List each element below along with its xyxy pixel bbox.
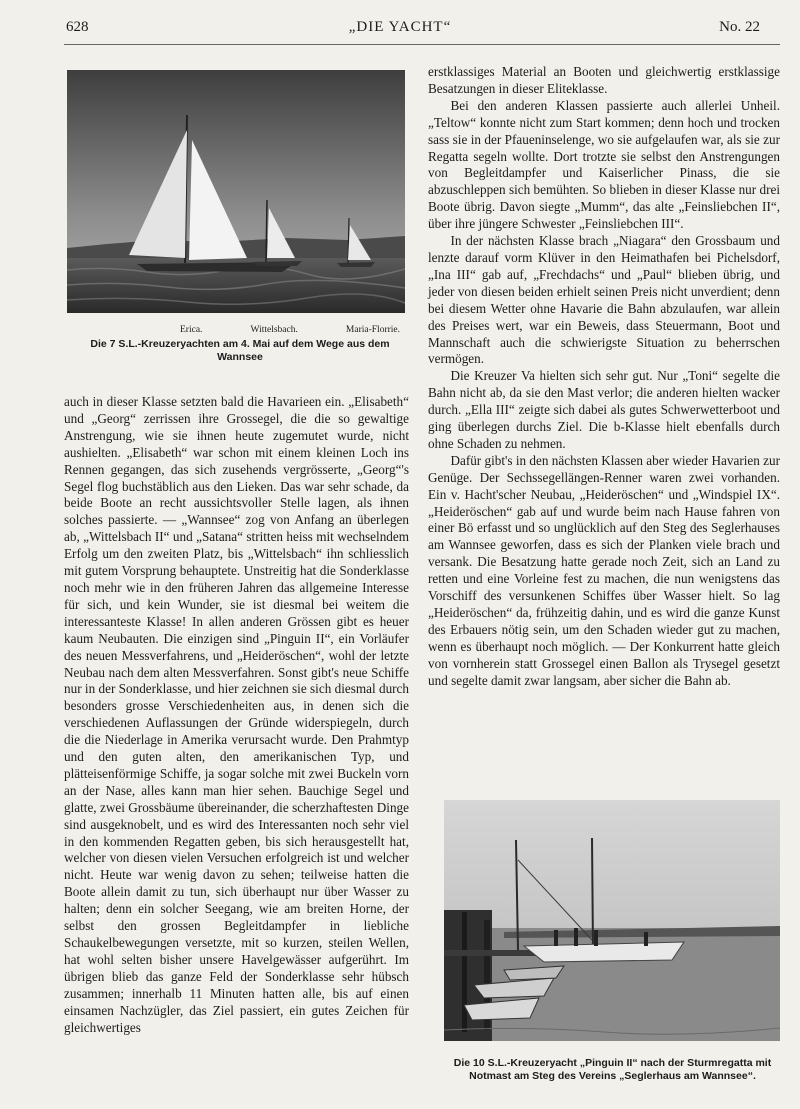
paragraph: erstklassiges Material an Booten und gleichwertig erstklassige Besatzungen in dieser Eliteklasse. bbox=[428, 64, 780, 96]
right-text-column bbox=[428, 64, 780, 690]
page-number: 628 bbox=[66, 19, 89, 35]
paragraph: Bei den anderen Klassen passierte auch allerlei Unheil. „Teltow“ konnte nicht zum Start kommen; denn hoch und trocken sass sie in der Pfaueninselenge, wo sie aufgelaufen war, als sie zur Regatta segeln wollte. Dort trotzte sie selbst den Anstrengungen von Begleitdampfer und Kaiserlicher Pinass, die sie abzuschleppen sich bemühten. So blieben in dieser Klasse nur drei Boote übrig. Davon siegte „Mumm“, das alte „Feinsliebchen II“, über ihre jüngere Schwester „Feinsliebchen III“. bbox=[428, 97, 780, 232]
sailing-yachts-photo bbox=[67, 70, 405, 313]
issue-number: No. 22 bbox=[719, 19, 760, 35]
journal-title: „DIE YACHT“ bbox=[348, 19, 452, 35]
paragraph: In der nächsten Klasse brach „Niagara“ den Grossbaum und lenzte darauf vorm Klüver in den Heimathafen bei Pichelsdorf, „Ina III“ gab auf, „Frechdachs“ und „Paul“ blieben übrig, und jeder von diesen beiden erhielt seinen Preis nicht unverdient; denn bei diesem Wetter ohne Havarie die Bahn abzulaufen, war allein des Preises wert, war ein Beweis, dass Steuermann, Boot und Mannschaft auch die schwierigste Situation zu beherrschen vermögen. bbox=[428, 233, 780, 367]
boat-label: Wittelsbach. bbox=[250, 325, 298, 335]
left-text-column bbox=[64, 394, 409, 1036]
paragraph: Dafür gibt's in den nächsten Klassen aber wieder Havarien zur Genüge. Der Sechssegellängen-Renner waren zwei vorhanden. Ein v. Hacht'scher Neubau, „Heideröschen“ und „Windspiel IX“. „Heideröschen“ gab auf und wurde beim nach Hause fahren von einer Bö erfasst und so unglücklich auf den Steg des Seglerhauses am Wannsee geworfen, dass es sich der Planken viele brach und versank. Die Besatzung hatte gerade noch Zeit, sich an Land zu retten und eine Vorleine fest zu machen, die nun wenigstens das Vorschiff des versunkenen Schiffes über Wasser hielt. So lag „Heideröschen“ da, frühzeitig dahin, und es wird die ganze Kunst des Erbauers nötig sein, um den Schaden wieder gut zu machen, wenn es überhaupt noch möglich. — Der Konkurrent hatte gleich von vornherein statt Grossegel einen Ballon als Trysegel gesetzt und segelte damit zwar langsam, aber sicher die Bahn ab. bbox=[428, 452, 780, 688]
figure-caption: Die 7 S.L.-Kreuzeryachten am 4. Mai auf dem Wege aus dem Wannsee bbox=[90, 338, 390, 363]
boat-label: Maria-Florrie. bbox=[345, 325, 400, 335]
yacht-at-jetty-photo bbox=[444, 800, 780, 1041]
header-rule bbox=[64, 44, 780, 45]
figure-caption: Die 10 S.L.-Kreuzeryacht „Pinguin II“ nach der Sturmregatta mit Notmast am Steg des Vereins „Seglerhaus am Wannsee“. bbox=[453, 1057, 772, 1082]
paragraph: Die Kreuzer Va hielten sich sehr gut. Nur „Toni“ segelte die Bahn nicht ab, da sie den Mast verlor; die anderen hielten wacker durch. „Ella III“ zeigte sich dabei als gutes Schwerwetterboot und ging überlegen durchs Ziel. Die b-Klasse hielt ebenfalls durch ohne Schaden zu nehmen. bbox=[428, 368, 780, 451]
photo-boat-labels bbox=[180, 325, 400, 335]
boat-label: Erica. bbox=[180, 325, 203, 335]
paragraph: auch in dieser Klasse setzten bald die Havarieen ein. „Elisabeth“ und „Georg“ zerrissen ihre Grossegel, die die so gewaltige Anstrengung, wie sie ihnen heute zugemutet wurde, nicht aushielten. „Elisabeth“ war schon mit einem kleinen Loch ins Rennen gegangen, das sich zusehends vergrösserte, „Georg“'s Segel flog buchstäblich aus den Lieken. Das war sehr schade, da beide Boote an recht aussichtsvoller Stelle lagen, als ihnen solches passierte. — „Wannsee“ zog von Anfang an überlegen ab, „Wittelsbach II“ und „Satana“ stritten heiss mit wechselndem Erfolg um den zweiten Platz, bis „Wittelsbach“ ihn schliesslich mit gutem Vorsprung behauptete. Unstreitig hat die Sonderklasse noch mehr wie in den früheren Jahren das allgemeine Interesse für sich, und kein Wunder, sie ist diesmal bei weitem die interessanteste Klasse! In allen anderen Grössen gibt es heuer kaum Neubauten. Die einzigen sind „Pinguin II“, ein Vorläufer des neuen Messverfahrens, und „Heideröschen“, wohl der letzte Neubau nach dem alten Messverfahren. Sonst gibt's neue Schiffe nur in der Sonderklasse, und hier zeichnen sie sich diesmal durch besonders grosse Verschiedenheiten aus, in denen sich die verschiedenen Auflassungen der Gründe widerspiegeln, durch die die Niederlage in Amerika verursacht wurde. Den Prahmtyp und den guten alten, den amerikanischen Typ, und plätteisenförmige Schiffe, ja sogar solche mit zwei Buckeln vorn an der Nase, alles kann man hier sehen. Bauchige Segel und glatte, zwei Grossbäume übereinander, die scherzhaftesten Dinge sind ausgeknobelt, und es wird des Interessanten noch sehr viel in den kommenden Regatten geben, bis sich herausgestellt hat, welcher von diesen vielen Versuchen erfolgreich ist und welcher nicht. Heute war wenig davon zu sehen; teilweise hatten die Boote allein damit zu tun, sich überhaupt nur über Wasser zu halten; denn ein solcher Seegang, wie am breiten Horne, der selbst den grossen Begleitdampfer in liebliche Schaukelbewegungen versetzte, mit so kurzen, steilen Wellen, hat wohl selten bisher unsere Havelgewässer aufgerührt. Im übrigen blieb das ganze Feld der Sonderklasse sehr hübsch zusammen; innerhalb 11 Minuten hatten alle, bis auf einen einsamen Nachzügler, das Ziel passiert, ein gutes Zeichen für gleichwertiges bbox=[64, 394, 409, 1035]
